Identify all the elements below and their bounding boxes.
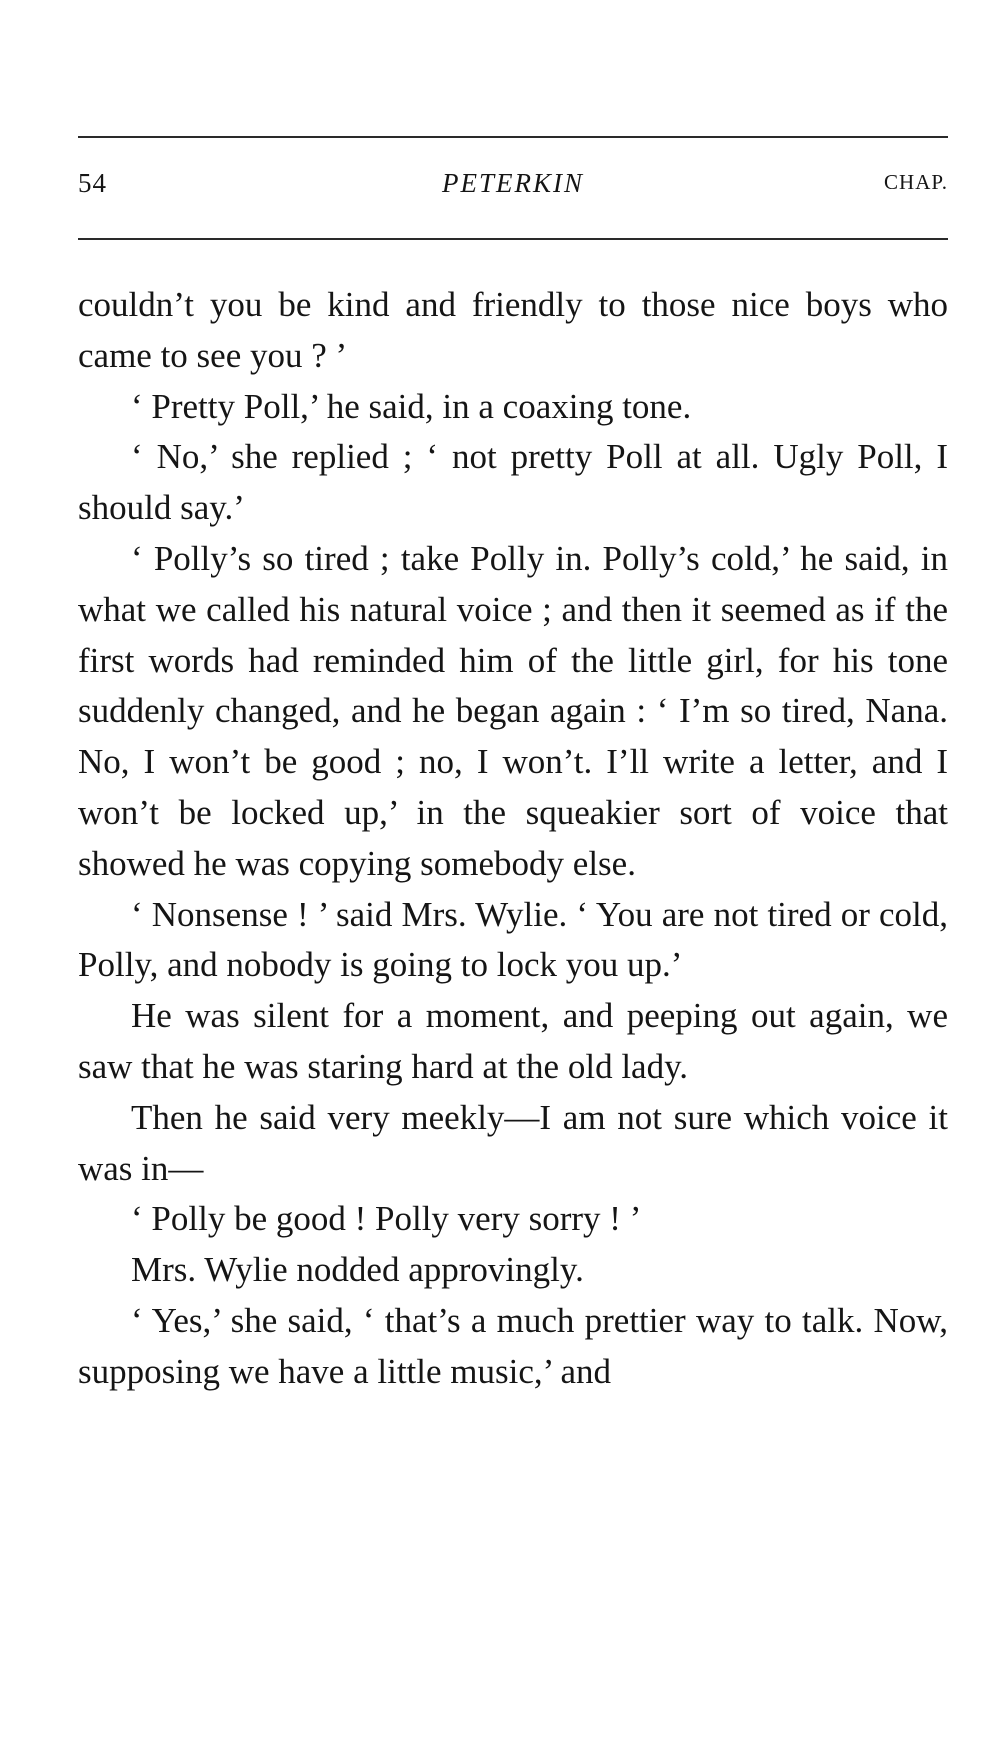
paragraph: ‘ No,’ she replied ; ‘ not pretty Poll at all. Ugly Poll, I should say.’ — [78, 437, 948, 528]
running-head — [78, 168, 948, 212]
header-top-rule — [78, 136, 948, 138]
header-bottom-rule — [78, 238, 948, 240]
paragraph: ‘ Polly’s so tired ; take Polly in. Polly’s cold,’ he said, in what we called his natural voice ; and then it seemed as if the first words had reminded him of the little girl, for his tone suddenly changed, and he began again : ‘ I’m so tired, Nana. No, I won’t be good ; no, I won’t. I’ll write a letter, and I won’t be locked up,’ in the squeakier sort of voice that showed he was copying somebody else. — [78, 538, 948, 883]
chapter-label: CHAP. — [884, 170, 948, 194]
body-text — [78, 280, 948, 1398]
paragraph: ‘ Polly be good ! Polly very sorry ! ’ — [131, 1199, 642, 1239]
paragraph: ‘ Nonsense ! ’ said Mrs. Wylie. ‘ You are not tired or cold, Polly, and nobody is going to lock you up.’ — [78, 894, 948, 985]
paragraph: Then he said very meekly—I am not sure which voice it was in— — [78, 1097, 948, 1188]
paragraph: Mrs. Wylie nodded approvingly. — [131, 1250, 584, 1290]
running-title: PETERKIN — [442, 168, 584, 198]
paragraph: ‘ Pretty Poll,’ he said, in a coaxing tone. — [131, 386, 692, 426]
paragraph: He was silent for a moment, and peeping out again, we saw that he was staring hard at the old lady. — [78, 996, 948, 1086]
page-number: 54 — [78, 168, 107, 198]
paragraph: ‘ Yes,’ she said, ‘ that’s a much prettier way to talk. Now, supposing we have a little music,’ and — [78, 1300, 948, 1391]
paragraph: couldn’t you be kind and friendly to those nice boys who came to see you ? ’ — [78, 285, 948, 375]
